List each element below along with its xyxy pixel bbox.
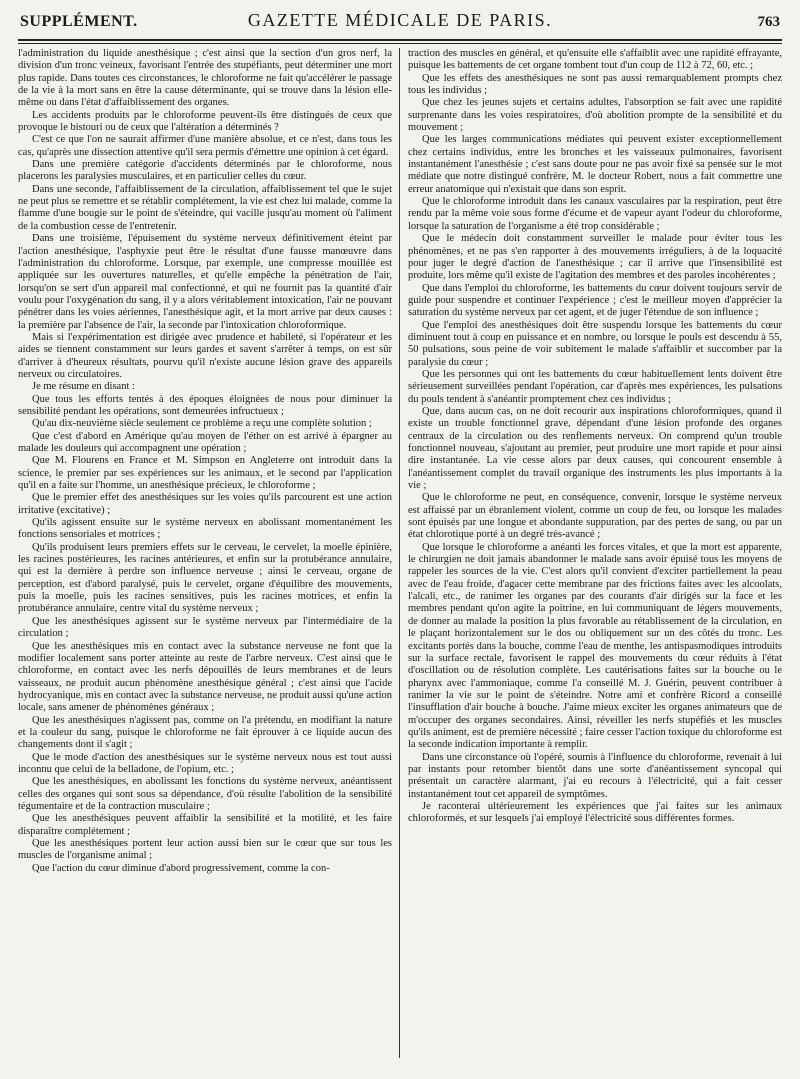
paragraph: Qu'ils agissent ensuite sur le système nerveux en abolissant momentanément les fonctions sensoriales et motrices ; <box>18 517 392 541</box>
paragraph: C'est ce que l'on ne saurait affirmer d'une manière absolue, et ce n'est, dans tous les cas, qu'après une dissection attentive qu'il sera permis d'émettre une opinion à cet égard. <box>18 134 392 158</box>
paragraph: Dans une circonstance où l'opéré, soumis à l'influence du chloroforme, revenait à lui par instants pour retomber bientôt dans une sorte d'anéantissement syncopal qui présentait un caractère alarmant, j'ai eu recours à l'électricité, qui a fait cesser instantanément tout cet appareil de symptômes. <box>408 751 782 800</box>
paragraph: Que l'emploi des anesthésiques doit être suspendu lorsque les battements du cœur diminuent tout à coup en puissance et en nombre, ou lorsque le pouls est descendu à 55, 50 pulsations, sous peine de voir subitement le malade s'affaiblir et succomber par la paralysie du cœur ; <box>408 319 782 368</box>
paragraph: Dans une première catégorie d'accidents déterminés par le chloroforme, nous placerons les paralysies musculaires, et en particulier celles du cœur. <box>18 159 392 183</box>
paragraph: traction des muscles en général, et qu'ensuite elle s'affaiblit avec une rapidité effrayante, puisque les battements de cet organe tombent tout d'un coup de 112 à 72, 60, etc. ; <box>408 48 782 72</box>
paragraph: Je me résume en disant : <box>32 381 135 393</box>
page-header <box>18 10 782 36</box>
paragraph: Que dans l'emploi du chloroforme, les battements du cœur doivent toujours servir de guide pour suspendre et continuer l'expérience ; c'est le meilleur moyen d'apprécier la saturation du système nerveux par cet agent, et de juger l'étendue de son influence ; <box>408 282 782 319</box>
paragraph: Que tous les efforts tentés à des époques éloignées de nous pour diminuer la sensibilité pendant les opérations, sont demeurées infructueux ; <box>18 393 392 417</box>
left-column <box>18 48 392 1058</box>
paragraph: Que les effets des anesthésiques ne sont pas aussi remarquablement prompts chez tous les individus ; <box>408 72 782 97</box>
paragraph: Les accidents produits par le chloroforme peuvent-ils être distingués de ceux que provoque le bistouri ou de ceux que l'altération a déterminés ? <box>18 109 392 134</box>
paragraph: Que le premier effet des anesthésiques sur les voies qu'ils parcourent est une action irritative (excitative) ; <box>18 492 392 516</box>
paragraph: Qu'ils produisent leurs premiers effets sur le cerveau, le cervelet, la moelle épinière, les racines postérieures, les racines antérieures, et enfin sur la protubérance annulaire, qui est la dernière à perdre son influence nerveuse ; ainsi le cerveau, organe de perception, est d'abord paralysé, puis le cervelet, organe d'équilibre des mouvements, puis la moelle, puis les racines sensitives, puis les racines motrices, et enfin la protubérance annulaire, centre vital du système nerveux ; <box>18 541 392 615</box>
paragraph: Dans une seconde, l'affaiblissement de la circulation, affaiblissement tel que le sujet ne peut plus se remettre et se rétablir complétement, la vie est chez lui malade, comme la flamme d'une bougie sur le point de s'éteindre, qui vacille jusqu'au moment où l'aliment de la combustion cesse de l'entretenir. <box>18 183 392 232</box>
paragraph: Que le mode d'action des anesthésiques sur le système nerveux nous est tout aussi inconnu que celui de la belladone, de l'opium, etc. ; <box>18 751 392 775</box>
paragraph: Que M. Flourens en France et M. Simpson en Angleterre ont introduit dans la science, le premier par ses expériences sur les animaux, et le second par l'application qu'il en a faite sur l'homme, un anesthésique précieux, le chloroforme ; <box>18 455 392 492</box>
paragraph: Que chez les jeunes sujets et certains adultes, l'absorption se fait avec une rapidité surprenante dans les voies respiratoires, d'où abolition prompte de la sensibilité et du mouvement ; <box>408 97 782 134</box>
paragraph: Que, dans aucun cas, on ne doit recourir aux inspirations chloroformiques, quand il existe un trouble fonctionnel grave, dépendant d'une lésion profonde des organes centraux de la circulation ou des renflements nerveux. On comprend qu'un trouble fonctionnel nouveau, s'ajoutant au premier, peut produire une mort rapide et pour ainsi dire instantanée. La vie cesse alors par deux causes, qui concourent ensemble à l'anéantissement complet du travail organique des instruments les plus importants à la vie ; <box>408 405 782 492</box>
paragraph: Que l'action du cœur diminue d'abord progressivement, comme la con- <box>32 862 330 874</box>
paragraph: Que les anesthésiques n'agissent pas, comme on l'a prétendu, en modifiant la nature et la couleur du sang, puisque le chloroforme ne fait éprouver à ce liquide aucun des changements dont il s'agit ; <box>18 714 392 751</box>
paragraph: Que c'est d'abord en Amérique qu'au moyen de l'éther on est arrivé à épargner au malade les douleurs qui accompagnent une opération ; <box>18 430 392 454</box>
page-number: 763 <box>757 14 780 30</box>
column-divider <box>399 48 400 1058</box>
paragraph: Que le chloroforme introduit dans les canaux vasculaires par la respiration, peut être rendu par la même voie sous forme d'écume et de vapeur ayant l'odeur du chloroforme, lorsque la saturation de l'organisme a été trop considérable ; <box>408 196 782 232</box>
journal-title: GAZETTE MÉDICALE DE PARIS. <box>247 10 553 30</box>
paragraph: Que le chloroforme ne peut, en conséquence, convenir, lorsque le système nerveux est affaissé par un ébranlement violent, comme un coup de feu, ou lorsque les malades sont épuisés par une longue et abondante suppuration, par des pertes de sang, ou par un état chlorotique porté à un degré très-avancé ; <box>408 492 782 541</box>
paragraph: Que les larges communications médiates qui peuvent exister exceptionnellement chez certains individus, entre les bronches et les vaisseaux pulmonaires, favorisent instantanément l'anesthésie ; c'est sans doute pour ne pas avoir fixé sa pensée sur le mot médiate que notre distingué confrère, M. le docteur Robert, nous a fait commettre une erreur anatomique qui n'existait que dans son esprit. <box>408 134 782 195</box>
paragraph: Je raconterai ultérieurement les expériences que j'ai faites sur les animaux chloroformés, et sur lesquels j'ai employé l'électricité sous différentes formes. <box>408 800 782 825</box>
right-column <box>408 48 782 1058</box>
paragraph: Que les anesthésiques, en abolissant les fonctions du système nerveux, anéantissent celles des organes qui sont sous sa dépendance, d'où résulte l'abolition de la sensibilité tégumentaire et de la contraction musculaire ; <box>18 776 392 812</box>
paragraph: l'administration du liquide anesthésique ; c'est ainsi que la section d'un gros nerf, la division d'un tronc veineux, favorisant l'entrée des stupéfiants, peut déterminer une mort plus rapide. Dans toutes ces circonstances, le chloroforme ne fait qu'accélérer le passage de la vie à la mort sans en être la cause déterminante, qui se trouve dans la lésion elle-même ou dans l'état d'affaiblissement des organes. <box>18 48 392 109</box>
newspaper-page <box>18 10 782 1070</box>
paragraph: Que lorsque le chloroforme a anéanti les forces vitales, et que la mort est apparente, le chirurgien ne doit jamais abandonner le malade sans avoir épuisé tous les moyens de rappeler les sources de la vie. C'est alors qu'il convient d'exciter partiellement la peau avec de l'eau froide, d'agacer cette membrane par des frictions faites avec les alcoolats, l'alcali, etc., de ranimer les organes par des courants d'air dirigés sur la face et les membres pendant qu'on agite la poitrine, en lui communiquant de légers mouvements, de donner au malade la position la plus favorable au rétablissement de la circulation, en le plaçant horizontalement sur le dos ou obliquement sur un des côtés du tronc. Les excitants portés dans la bouche, comme l'eau de menthe, les antispasmodiques introduits sur la surface rectale, favorisent le rappel des mouvements du cœur réduits à l'état d'oscillation ou de résolution complète. Les cautérisations faites sur la bouche ou le pharynx avec l'ammoniaque, comme l'a conseillé M. J. Guérin, peuvent contribuer à ranimer la vie sur le point de s'éteindre. Notre ami et confrère Ricord a conseillé l'insufflation d'air bouche à bouche. J'aime mieux exciter les organes animateurs que de m'occuper des organes secondaires. Ainsi, réveiller les nerfs stupéfiés et les muscles qu'ils animent, est de première nécessité ; faire cesser l'action toxique du chloroforme est la seconde indication importante à remplir. <box>408 541 782 751</box>
paragraph: Que les personnes qui ont les battements du cœur habituellement lents doivent être sérieusement surveillées pendant l'opération, car d'après mes expériences, les pulsations du pouls tendent à s'anéantir promptement chez ces individus ; <box>408 368 782 405</box>
paragraph: Que les anesthésiques portent leur action aussi bien sur le cœur que sur tous les muscles de l'organisme animal ; <box>18 838 392 862</box>
header-rule <box>18 39 782 44</box>
paragraph: Qu'au dix-neuvième siècle seulement ce problème a reçu une complète solution ; <box>32 418 372 430</box>
paragraph: Mais si l'expérimentation est dirigée avec prudence et habileté, si l'opérateur et les aides se tiennent constamment sur leurs gardes et savent s'arrêter à temps, on est sûr d'arriver à d'heureux résultats, pourvu qu'il n'existe aucune lésion grave des appareils nerveux ou circulatoires. <box>18 331 392 380</box>
paragraph: Dans une troisième, l'épuisement du système nerveux définitivement éteint par l'action anesthésique, l'asphyxie peut être le résultat d'une fausse manœuvre dans l'administration du chloroforme. Lorsque, par exemple, une compresse mouillée est appliquée sur les ouvertures naturelles, et qu'elle empêche la pénétration de l'air, lorsqu'on se sert d'un appareil mal confectionné, et qui ne fournit pas la quantité d'air voulu pour l'oxygénation du sang, il y a alors véritablement intoxication, l'air ne pouvant pénétrer dans les voies aériennes, l'anesthésique agit, et la mort arrive par deux causes : la première par l'absence de l'air, la seconde par l'intoxication chloroformique. <box>18 233 392 331</box>
paragraph: Que les anesthésiques peuvent affaiblir la sensibilité et la motilité, et les faire disparaître complétement ; <box>18 813 392 837</box>
supplement-label: SUPPLÉMENT. <box>20 13 138 30</box>
text-columns <box>18 48 782 1058</box>
paragraph: Que les anesthésiques agissent sur le système nerveux par l'intermédiaire de la circulation ; <box>18 615 392 640</box>
paragraph: Que les anesthésiques mis en contact avec la substance nerveuse ne font que la modifier localement sans porter atteinte au reste de l'arbre nerveux. C'est ainsi que le chloroforme, en contact avec les nerfs dépouillés de leurs membranes et de leurs vaisseaux, ne produit aucun phénomène anesthésique général ; c'est ainsi que l'acide hydrocyanique, mis en contact avec la substance nerveuse, ne produit aussi qu'une action locale, sans amener de phénomènes généraux ; <box>18 640 392 714</box>
paragraph: Que le médecin doit constamment surveiller le malade pour éviter tous les phénomènes, et ne pas s'en rapporter à des mouvements irréguliers, à de la loquacité pour juger le degré d'action de l'anesthésique ; car il arrive que l'insensibilité est produite, lors même qu'il existe de l'agitation des membres et des paroles incohérentes ; <box>408 233 782 282</box>
